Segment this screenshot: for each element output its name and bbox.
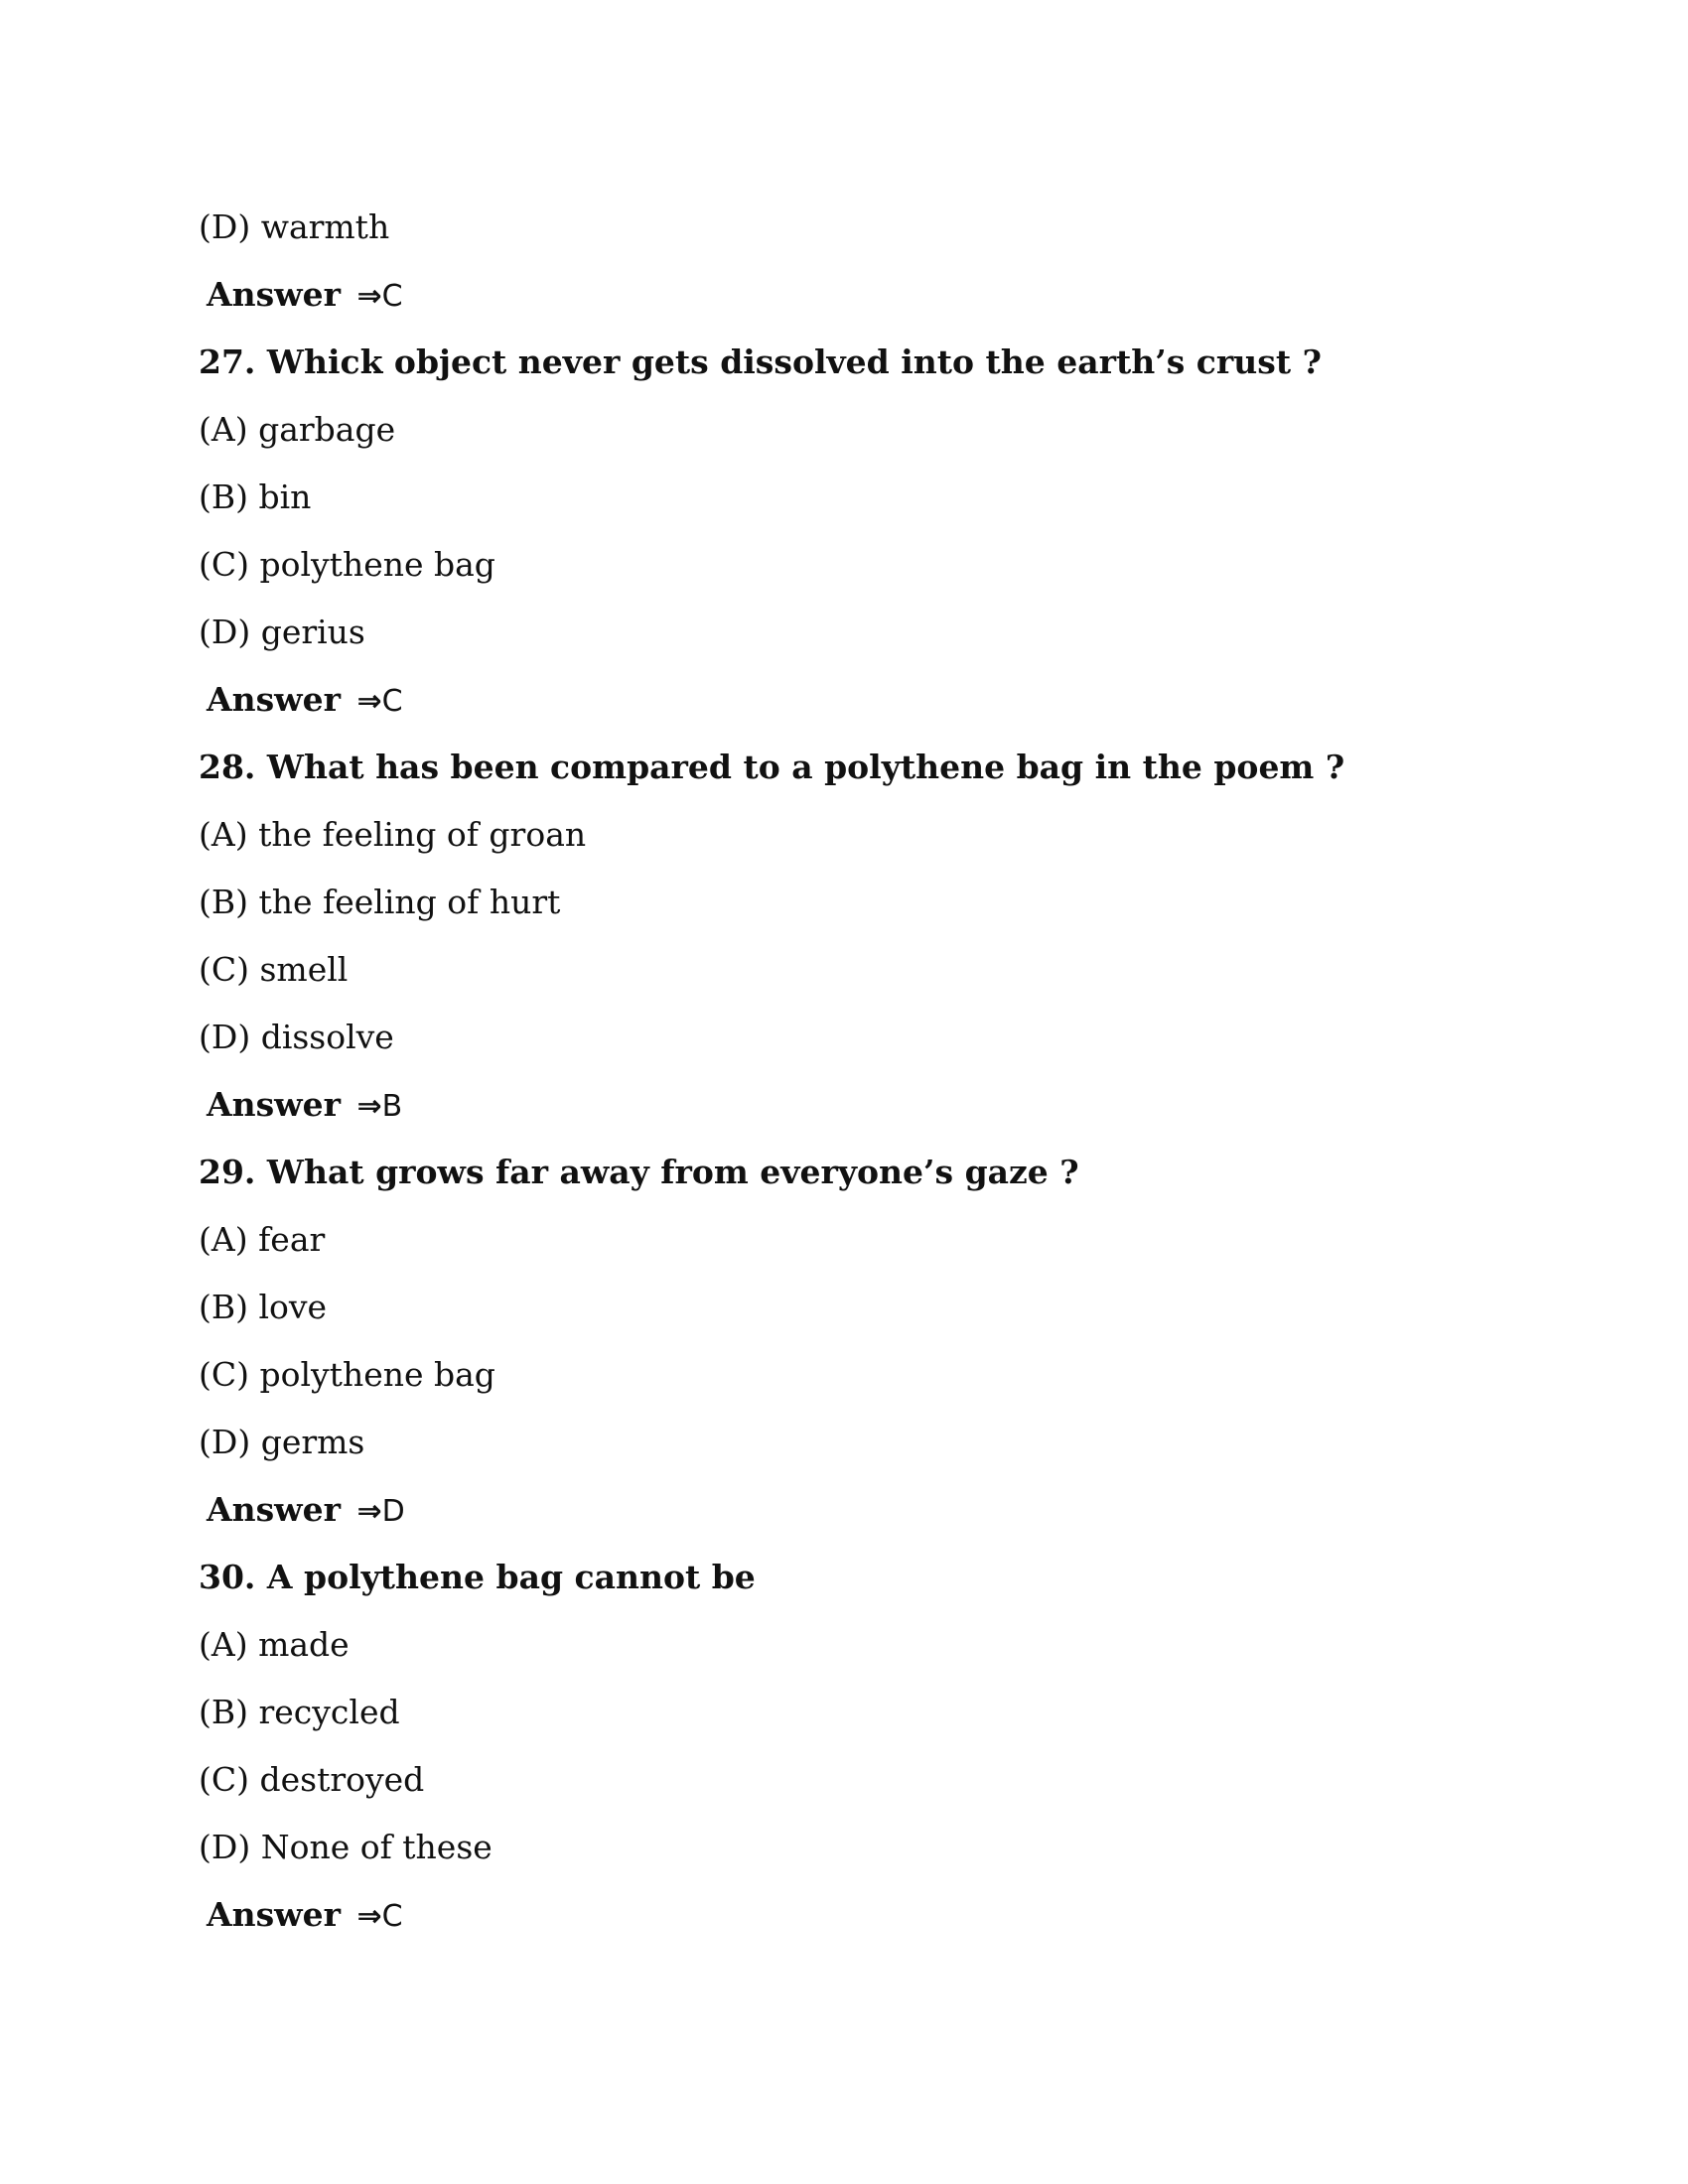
answer-line — [199, 1071, 1489, 1139]
question-heading: 30. A polythene bag cannot be — [199, 1558, 756, 1596]
option-line: (C) polythene bag — [199, 545, 495, 584]
answer-arrow: ⇒ — [356, 1494, 382, 1529]
answer-label: Answer — [207, 680, 341, 719]
question-heading: 29. What grows far away from everyone’s gaze ? — [199, 1153, 1079, 1191]
option-line: (C) destroyed — [199, 1760, 425, 1799]
option-line: (A) garbage — [199, 410, 396, 449]
option-line: (C) polythene bag — [199, 1355, 495, 1394]
option-line: (A) made — [199, 1625, 350, 1664]
answer-line — [199, 666, 1489, 734]
option-line: (D) warmth — [199, 207, 390, 246]
option-line: (B) the feeling of hurt — [199, 883, 561, 921]
answer-line — [199, 1476, 1489, 1544]
answer-arrow: ⇒ — [356, 1899, 382, 1934]
option-line: (D) dissolve — [199, 1018, 394, 1056]
answer-arrow: ⇒ — [356, 279, 382, 314]
answer-line — [199, 261, 1489, 329]
answer-line — [199, 1881, 1489, 1949]
option-line: (D) None of these — [199, 1828, 492, 1866]
answer-value: C — [381, 684, 403, 719]
option-line: (D) germs — [199, 1423, 365, 1461]
answer-value: D — [381, 1494, 405, 1529]
option-line: (B) recycled — [199, 1693, 400, 1731]
answer-label: Answer — [207, 275, 341, 314]
answer-value: B — [381, 1089, 403, 1124]
answer-arrow: ⇒ — [356, 1089, 382, 1124]
answer-value: C — [381, 1899, 403, 1934]
option-line: (A) the feeling of groan — [199, 815, 587, 854]
answer-arrow: ⇒ — [356, 684, 382, 719]
option-line: (B) love — [199, 1288, 328, 1326]
option-line: (A) fear — [199, 1220, 326, 1259]
option-line: (C) smell — [199, 950, 349, 989]
question-heading: 27. Whick object never gets dissolved into the earth’s crust ? — [199, 342, 1322, 381]
answer-value: C — [381, 279, 403, 314]
option-line: (D) gerius — [199, 613, 365, 651]
question-list — [199, 194, 1489, 1949]
answer-label: Answer — [207, 1490, 341, 1529]
option-line: (B) bin — [199, 478, 312, 516]
answer-label: Answer — [207, 1895, 341, 1934]
question-heading: 28. What has been compared to a polythene bag in the poem ? — [199, 748, 1345, 786]
answer-label: Answer — [207, 1085, 341, 1124]
